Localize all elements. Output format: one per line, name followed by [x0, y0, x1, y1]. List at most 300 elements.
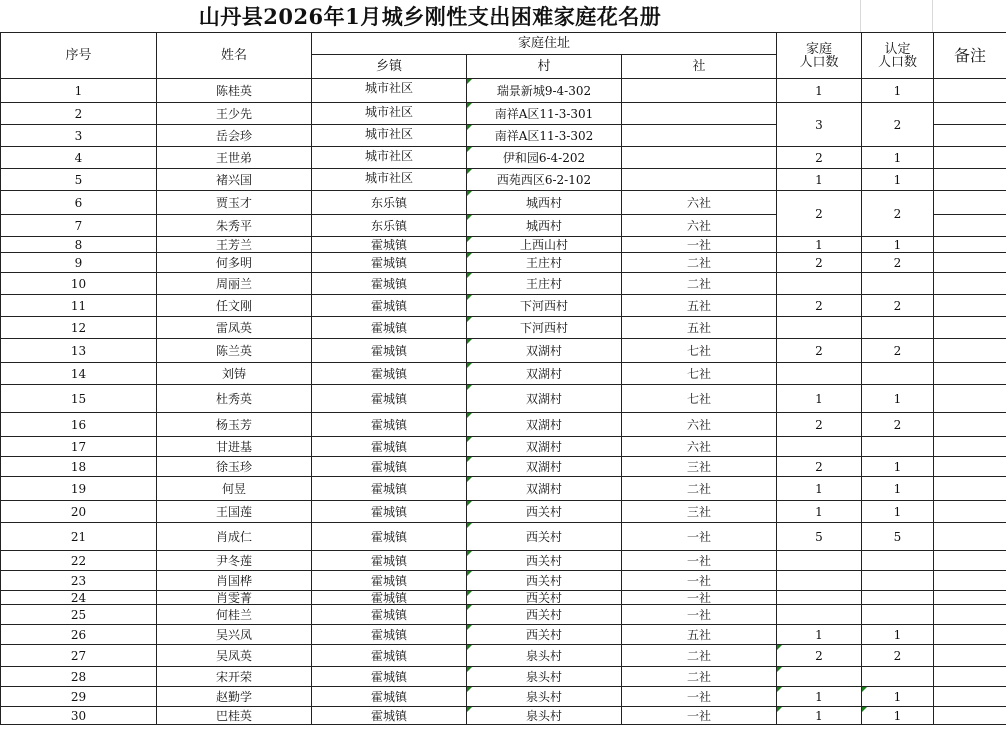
- comment-indicator-icon: [467, 339, 472, 344]
- cell-text: 1: [893, 708, 902, 723]
- comment-indicator-icon: [467, 191, 472, 196]
- name-cell: 王少先: [157, 103, 312, 125]
- table-row: [1, 571, 1006, 591]
- certified-count-cell: [862, 605, 934, 625]
- cell-text: 泉头村: [525, 648, 562, 663]
- certified-count-cell: [862, 667, 934, 687]
- town-cell: 霍城镇: [312, 605, 467, 625]
- seq-cell: 10: [1, 273, 157, 295]
- town-cell: 霍城镇: [312, 317, 467, 339]
- cell-text: 城西村: [525, 195, 562, 210]
- remark-cell: [934, 551, 1006, 571]
- household-count-cell: [777, 591, 862, 605]
- name-cell: 岳会珍: [157, 125, 312, 147]
- header-certified: [862, 33, 934, 79]
- remark-cell: [934, 363, 1006, 385]
- certified-count-cell: [862, 707, 934, 725]
- table-row: [1, 687, 1006, 707]
- she-cell: 一社: [622, 707, 777, 725]
- village-cell: [467, 523, 622, 551]
- household-count-cell: [777, 687, 862, 707]
- seq-cell: 28: [1, 667, 157, 687]
- name-cell: 王世弟: [157, 147, 312, 169]
- household-count-cell: 2: [777, 191, 862, 237]
- town-cell: 霍城镇: [312, 363, 467, 385]
- header-she: 社: [622, 55, 777, 79]
- seq-cell: 9: [1, 253, 157, 273]
- cell-text: 南祥A区11-3-301: [494, 106, 594, 121]
- table-row: [1, 385, 1006, 413]
- table-row: [1, 605, 1006, 625]
- name-cell: 王芳兰: [157, 237, 312, 253]
- title-row-divider: [932, 0, 933, 32]
- village-cell: [467, 79, 622, 103]
- village-cell: [467, 253, 622, 273]
- name-cell: 甘进基: [157, 437, 312, 457]
- comment-indicator-icon: [467, 551, 472, 556]
- remark-cell: [934, 103, 1006, 125]
- seq-cell: 24: [1, 591, 157, 605]
- certified-count-cell: 1: [862, 477, 934, 501]
- household-count-cell: [777, 317, 862, 339]
- village-cell: [467, 667, 622, 687]
- remark-cell: [934, 147, 1006, 169]
- comment-indicator-icon: [467, 625, 472, 630]
- cell-text: 泉头村: [525, 689, 562, 704]
- remark-cell: [934, 385, 1006, 413]
- comment-indicator-icon: [467, 147, 472, 152]
- household-count-cell: [777, 707, 862, 725]
- she-cell: 六社: [622, 413, 777, 437]
- cell-text: 双湖村: [525, 481, 562, 496]
- seq-cell: 29: [1, 687, 157, 707]
- name-cell: 赵勤学: [157, 687, 312, 707]
- name-cell: 肖雯菁: [157, 591, 312, 605]
- name-cell: 陈桂英: [157, 79, 312, 103]
- cell-text: 上西山村: [519, 237, 568, 252]
- she-cell: 六社: [622, 191, 777, 215]
- she-cell: 七社: [622, 363, 777, 385]
- header-village: 村: [467, 55, 622, 79]
- name-cell: 周丽兰: [157, 273, 312, 295]
- she-cell: 二社: [622, 667, 777, 687]
- remark-cell: [934, 625, 1006, 645]
- cell-text: 泉头村: [525, 669, 562, 684]
- comment-indicator-icon: [467, 103, 472, 108]
- certified-count-cell: 2: [862, 339, 934, 363]
- seq-cell: 8: [1, 237, 157, 253]
- comment-indicator-icon: [467, 523, 472, 528]
- town-cell: 霍城镇: [312, 667, 467, 687]
- she-cell: [622, 125, 777, 147]
- name-cell: 肖国桦: [157, 571, 312, 591]
- she-cell: [622, 79, 777, 103]
- remark-cell: [934, 687, 1006, 707]
- certified-count-cell: [862, 317, 934, 339]
- name-cell: 何昱: [157, 477, 312, 501]
- certified-count-cell: 1: [862, 79, 934, 103]
- remark-cell: [934, 273, 1006, 295]
- she-cell: 一社: [622, 605, 777, 625]
- seq-cell: 14: [1, 363, 157, 385]
- comment-indicator-icon: [467, 363, 472, 368]
- town-cell: 霍城镇: [312, 339, 467, 363]
- town-cell: 霍城镇: [312, 237, 467, 253]
- she-cell: 七社: [622, 385, 777, 413]
- seq-cell: 20: [1, 501, 157, 523]
- household-count-cell: [777, 605, 862, 625]
- household-count-cell: 2: [777, 457, 862, 477]
- she-cell: 五社: [622, 625, 777, 645]
- name-cell: 褚兴国: [157, 169, 312, 191]
- household-count-cell: 2: [777, 339, 862, 363]
- she-cell: 六社: [622, 437, 777, 457]
- seq-cell: 18: [1, 457, 157, 477]
- town-cell: 城市社区: [312, 147, 467, 169]
- village-cell: [467, 169, 622, 191]
- cell-text: 双湖村: [525, 391, 562, 406]
- name-cell: 任文刚: [157, 295, 312, 317]
- village-cell: [467, 237, 622, 253]
- household-count-cell: 1: [777, 501, 862, 523]
- header-certified-line2: 人口数: [877, 54, 917, 70]
- household-count-cell: 2: [777, 413, 862, 437]
- table-row: [1, 339, 1006, 363]
- seq-cell: 3: [1, 125, 157, 147]
- certified-count-cell: [862, 551, 934, 571]
- remark-cell: [934, 125, 1006, 147]
- comment-indicator-icon: [777, 645, 782, 650]
- she-cell: 一社: [622, 523, 777, 551]
- cell-text: 1: [815, 708, 823, 723]
- certified-count-cell: 2: [862, 191, 934, 237]
- village-cell: [467, 571, 622, 591]
- remark-cell: [934, 523, 1006, 551]
- header-seq: 序号: [1, 33, 157, 79]
- household-count-cell: 2: [777, 253, 862, 273]
- comment-indicator-icon: [777, 667, 782, 672]
- cell-text: 西关村: [525, 590, 562, 605]
- village-cell: [467, 477, 622, 501]
- she-cell: 二社: [622, 253, 777, 273]
- header-certified-line1: 认定: [884, 41, 911, 57]
- table-row: [1, 169, 1006, 191]
- certified-count-cell: [862, 687, 934, 707]
- table-row: [1, 457, 1006, 477]
- she-cell: [622, 103, 777, 125]
- she-cell: 二社: [622, 645, 777, 667]
- town-cell: 城市社区: [312, 169, 467, 191]
- comment-indicator-icon: [467, 169, 472, 174]
- town-cell: 霍城镇: [312, 523, 467, 551]
- town-cell: 霍城镇: [312, 591, 467, 605]
- name-cell: 王国莲: [157, 501, 312, 523]
- seq-cell: 15: [1, 385, 157, 413]
- certified-count-cell: 2: [862, 645, 934, 667]
- table-row: [1, 253, 1006, 273]
- comment-indicator-icon: [467, 645, 472, 650]
- she-cell: 三社: [622, 501, 777, 523]
- village-cell: [467, 147, 622, 169]
- she-cell: 一社: [622, 571, 777, 591]
- village-cell: [467, 215, 622, 237]
- she-cell: 五社: [622, 317, 777, 339]
- cell-text: 瑞景新城9-4-302: [496, 83, 592, 98]
- seq-cell: 1: [1, 79, 157, 103]
- table-row: [1, 147, 1006, 169]
- town-cell: 东乐镇: [312, 215, 467, 237]
- town-cell: 霍城镇: [312, 501, 467, 523]
- town-cell: 霍城镇: [312, 551, 467, 571]
- name-cell: 何多明: [157, 253, 312, 273]
- town-cell: 霍城镇: [312, 457, 467, 477]
- sheet-title: 山丹县2026年1月城乡刚性支出困难家庭花名册: [198, 4, 662, 29]
- name-cell: 吴凤英: [157, 645, 312, 667]
- header-household-line1: 家庭: [805, 41, 832, 57]
- cell-text: 2: [815, 648, 823, 663]
- name-cell: 贾玉才: [157, 191, 312, 215]
- town-cell: 城市社区: [312, 125, 467, 147]
- village-cell: [467, 317, 622, 339]
- comment-indicator-icon: [467, 317, 472, 322]
- cell-text: 西关村: [525, 573, 562, 588]
- town-cell: 霍城镇: [312, 477, 467, 501]
- table-row: [1, 645, 1006, 667]
- name-cell: 徐玉珍: [157, 457, 312, 477]
- cell-text: 西关村: [525, 607, 562, 622]
- household-count-cell: [777, 363, 862, 385]
- header-address: 家庭住址: [312, 33, 777, 55]
- table-row: [1, 591, 1006, 605]
- seq-cell: 30: [1, 707, 157, 725]
- household-count-cell: [777, 571, 862, 591]
- seq-cell: 13: [1, 339, 157, 363]
- comment-indicator-icon: [777, 687, 782, 692]
- village-cell: [467, 339, 622, 363]
- cell-text: 1: [815, 689, 823, 704]
- household-count-cell: [777, 273, 862, 295]
- remark-cell: [934, 339, 1006, 363]
- table-row: [1, 523, 1006, 551]
- cell-text: 下河西村: [519, 298, 568, 313]
- table-row: [1, 273, 1006, 295]
- seq-cell: 26: [1, 625, 157, 645]
- table-row: [1, 103, 1006, 125]
- certified-count-cell: 2: [862, 103, 934, 147]
- seq-cell: 17: [1, 437, 157, 457]
- remark-cell: [934, 317, 1006, 339]
- village-cell: [467, 457, 622, 477]
- household-count-cell: 1: [777, 477, 862, 501]
- comment-indicator-icon: [467, 591, 472, 596]
- comment-indicator-icon: [467, 237, 472, 242]
- comment-indicator-icon: [467, 437, 472, 442]
- remark-cell: [934, 413, 1006, 437]
- cell-text: 双湖村: [525, 366, 562, 381]
- remark-cell: [934, 571, 1006, 591]
- certified-count-cell: 2: [862, 413, 934, 437]
- comment-indicator-icon: [467, 295, 472, 300]
- cell-text: 西关村: [525, 504, 562, 519]
- she-cell: 二社: [622, 477, 777, 501]
- village-cell: [467, 125, 622, 147]
- header-household: [777, 33, 862, 79]
- remark-cell: [934, 295, 1006, 317]
- village-cell: [467, 273, 622, 295]
- seq-cell: 21: [1, 523, 157, 551]
- she-cell: [622, 147, 777, 169]
- village-cell: [467, 707, 622, 725]
- remark-cell: [934, 477, 1006, 501]
- name-cell: 雷凤英: [157, 317, 312, 339]
- village-cell: [467, 501, 622, 523]
- town-cell: 霍城镇: [312, 687, 467, 707]
- cell-text: 双湖村: [525, 417, 562, 432]
- village-cell: [467, 591, 622, 605]
- town-cell: 霍城镇: [312, 625, 467, 645]
- certified-count-cell: 1: [862, 237, 934, 253]
- seq-cell: 4: [1, 147, 157, 169]
- seq-cell: 12: [1, 317, 157, 339]
- table-row: [1, 551, 1006, 571]
- comment-indicator-icon: [467, 571, 472, 576]
- cell-text: 西苑西区6-2-102: [496, 172, 592, 187]
- village-cell: [467, 437, 622, 457]
- village-cell: [467, 645, 622, 667]
- remark-cell: [934, 191, 1006, 215]
- comment-indicator-icon: [467, 457, 472, 462]
- remark-cell: [934, 79, 1006, 103]
- table-row: [1, 79, 1006, 103]
- certified-count-cell: 1: [862, 147, 934, 169]
- town-cell: 霍城镇: [312, 295, 467, 317]
- town-cell: 霍城镇: [312, 645, 467, 667]
- certified-count-cell: 1: [862, 501, 934, 523]
- name-cell: 刘铸: [157, 363, 312, 385]
- village-cell: [467, 385, 622, 413]
- table-row: [1, 501, 1006, 523]
- comment-indicator-icon: [467, 477, 472, 482]
- certified-count-cell: 1: [862, 457, 934, 477]
- remark-cell: [934, 457, 1006, 477]
- certified-count-cell: 1: [862, 385, 934, 413]
- cell-text: 1: [893, 689, 902, 704]
- table-row: [1, 707, 1006, 725]
- comment-indicator-icon: [467, 605, 472, 610]
- header-row: [1, 33, 1006, 55]
- cell-text: 西关村: [525, 627, 562, 642]
- header-town: 乡镇: [312, 55, 467, 79]
- remark-cell: [934, 645, 1006, 667]
- town-cell: 城市社区: [312, 103, 467, 125]
- she-cell: 六社: [622, 215, 777, 237]
- comment-indicator-icon: [467, 687, 472, 692]
- household-count-cell: 2: [777, 295, 862, 317]
- table-row: [1, 363, 1006, 385]
- she-cell: 一社: [622, 237, 777, 253]
- comment-indicator-icon: [467, 253, 472, 258]
- town-cell: 霍城镇: [312, 707, 467, 725]
- comment-indicator-icon: [777, 707, 782, 712]
- cell-text: 西关村: [525, 529, 562, 544]
- village-cell: [467, 295, 622, 317]
- village-cell: [467, 191, 622, 215]
- village-cell: [467, 413, 622, 437]
- name-cell: 巴桂英: [157, 707, 312, 725]
- table-row: [1, 237, 1006, 253]
- household-count-cell: 1: [777, 385, 862, 413]
- household-count-cell: 1: [777, 169, 862, 191]
- cell-text: 双湖村: [525, 439, 562, 454]
- name-cell: 何桂兰: [157, 605, 312, 625]
- certified-count-cell: 2: [862, 295, 934, 317]
- seq-cell: 7: [1, 215, 157, 237]
- certified-count-cell: 1: [862, 169, 934, 191]
- town-cell: 霍城镇: [312, 413, 467, 437]
- seq-cell: 6: [1, 191, 157, 215]
- title-row-divider: [860, 0, 861, 32]
- seq-cell: 22: [1, 551, 157, 571]
- header-household-line2: 人口数: [799, 54, 839, 70]
- seq-cell: 16: [1, 413, 157, 437]
- comment-indicator-icon: [467, 125, 472, 130]
- certified-count-cell: 1: [862, 625, 934, 645]
- comment-indicator-icon: [467, 667, 472, 672]
- household-count-cell: 3: [777, 103, 862, 147]
- seq-cell: 27: [1, 645, 157, 667]
- remark-cell: [934, 591, 1006, 605]
- remark-cell: [934, 605, 1006, 625]
- remark-cell: [934, 169, 1006, 191]
- table-row: [1, 625, 1006, 645]
- table-row: [1, 317, 1006, 339]
- cell-text: 王庄村: [525, 276, 562, 291]
- cell-text: 下河西村: [519, 320, 568, 335]
- name-cell: 朱秀平: [157, 215, 312, 237]
- certified-count-cell: 2: [862, 253, 934, 273]
- remark-cell: [934, 501, 1006, 523]
- town-cell: 霍城镇: [312, 437, 467, 457]
- table-row: [1, 413, 1006, 437]
- name-cell: 宋开荣: [157, 667, 312, 687]
- seq-cell: 2: [1, 103, 157, 125]
- cell-text: 西关村: [525, 553, 562, 568]
- household-count-cell: 1: [777, 79, 862, 103]
- household-count-cell: [777, 551, 862, 571]
- table-row: [1, 477, 1006, 501]
- remark-cell: [934, 707, 1006, 725]
- household-count-cell: 1: [777, 625, 862, 645]
- village-cell: [467, 605, 622, 625]
- cell-text: 伊和园6-4-202: [502, 150, 586, 165]
- town-cell: 东乐镇: [312, 191, 467, 215]
- household-count-cell: [777, 437, 862, 457]
- town-cell: 城市社区: [312, 79, 467, 103]
- cell-text: 王庄村: [525, 255, 562, 270]
- table-row: [1, 191, 1006, 215]
- certified-count-cell: [862, 437, 934, 457]
- remark-cell: [934, 437, 1006, 457]
- cell-text: 泉头村: [525, 708, 562, 723]
- town-cell: 霍城镇: [312, 253, 467, 273]
- certified-count-cell: [862, 591, 934, 605]
- cell-text: 双湖村: [525, 343, 562, 358]
- she-cell: 一社: [622, 551, 777, 571]
- table-row: [1, 437, 1006, 457]
- seq-cell: 11: [1, 295, 157, 317]
- comment-indicator-icon: [467, 707, 472, 712]
- village-cell: [467, 551, 622, 571]
